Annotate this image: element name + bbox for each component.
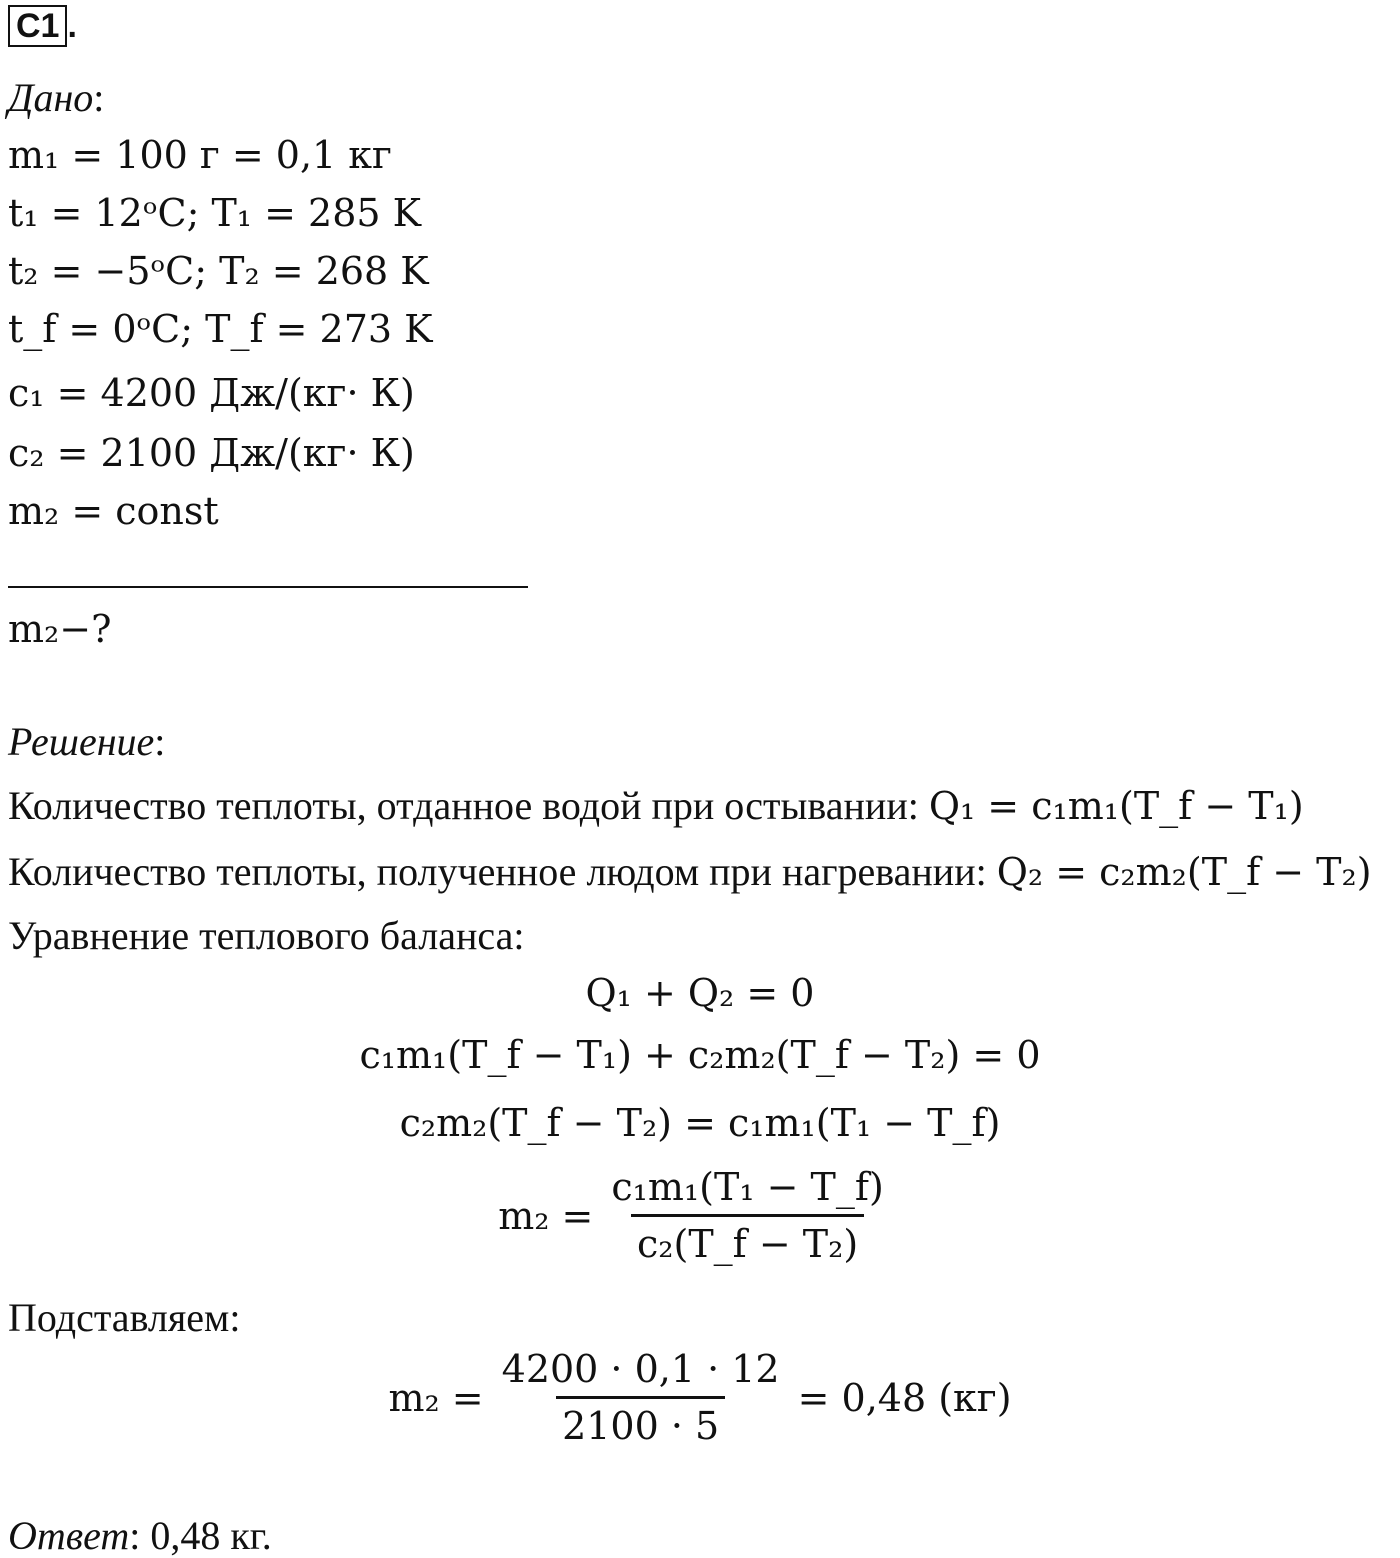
equation-4-numerator: c₁m₁(T₁ − T_f) [611, 1165, 884, 1209]
equation-5-result: = 0,48 (кг) [797, 1375, 1012, 1420]
problem-header [8, 6, 77, 46]
given-line-6: c₂ = 2100 Дж/(кг· К) [8, 431, 415, 475]
given-line-3: t₂ = −5ᵒC; T₂ = 268 K [8, 249, 429, 293]
solution-label: Решение [8, 719, 155, 764]
equation-5-numerator: 4200 · 0,1 · 12 [501, 1347, 780, 1391]
given-heading [8, 75, 105, 120]
heat-received-line [8, 849, 1372, 894]
solution-heading [8, 719, 166, 764]
equation-3: c₂m₂(T_f − T₂) = c₁m₁(T₁ − T_f) [399, 1101, 1001, 1145]
problem-label-dot: . [67, 7, 77, 45]
given-line-5: c₁ = 4200 Дж/(кг· К) [8, 371, 415, 415]
equation-1: Q₁ + Q₂ = 0 [585, 971, 815, 1015]
given-colon: : [93, 75, 105, 120]
answer-line [8, 1513, 272, 1558]
equation-4-lhs: m₂ = [498, 1193, 594, 1238]
balance-text: Уравнение теплового баланса: [8, 913, 525, 958]
answer-label: Ответ [8, 1513, 130, 1558]
given-line-4: t_f = 0ᵒC; T_f = 273 K [8, 307, 433, 351]
problem-label: C1 [8, 5, 67, 47]
answer-value: : 0,48 кг. [129, 1513, 272, 1558]
given-line-2: t₁ = 12ᵒC; T₁ = 285 K [8, 191, 422, 235]
equation-4-denominator: c₂(T_f − T₂) [631, 1214, 864, 1263]
heat-received-text: Количество теплоты, полученное людом при нагревании: [8, 849, 987, 894]
equation-5-denominator: 2100 · 5 [556, 1396, 725, 1445]
find-line: m₂−? [8, 607, 112, 651]
equation-4-fraction [605, 1165, 889, 1266]
heat-given-formula: Q₁ = c₁m₁(T_f − T₁) [928, 784, 1304, 828]
equation-5-fraction [496, 1347, 786, 1448]
given-line-1: m₁ = 100 г = 0,1 кг [8, 133, 392, 177]
substitute-text: Подставляем: [8, 1295, 241, 1340]
solution-colon: : [154, 719, 166, 764]
equation-4 [0, 1165, 1400, 1266]
equation-5 [0, 1347, 1400, 1448]
heat-received-formula: Q₂ = c₂m₂(T_f − T₂) [996, 850, 1372, 894]
heat-given-text: Количество теплоты, отданное водой при остывании: [8, 783, 919, 828]
given-line-7: m₂ = const [8, 489, 219, 533]
heat-given-line [8, 783, 1304, 828]
given-divider [8, 586, 528, 588]
equation-5-lhs: m₂ = [388, 1375, 484, 1420]
given-label: Дано [8, 75, 94, 120]
equation-2: c₁m₁(T_f − T₁) + c₂m₂(T_f − T₂) = 0 [359, 1033, 1041, 1077]
